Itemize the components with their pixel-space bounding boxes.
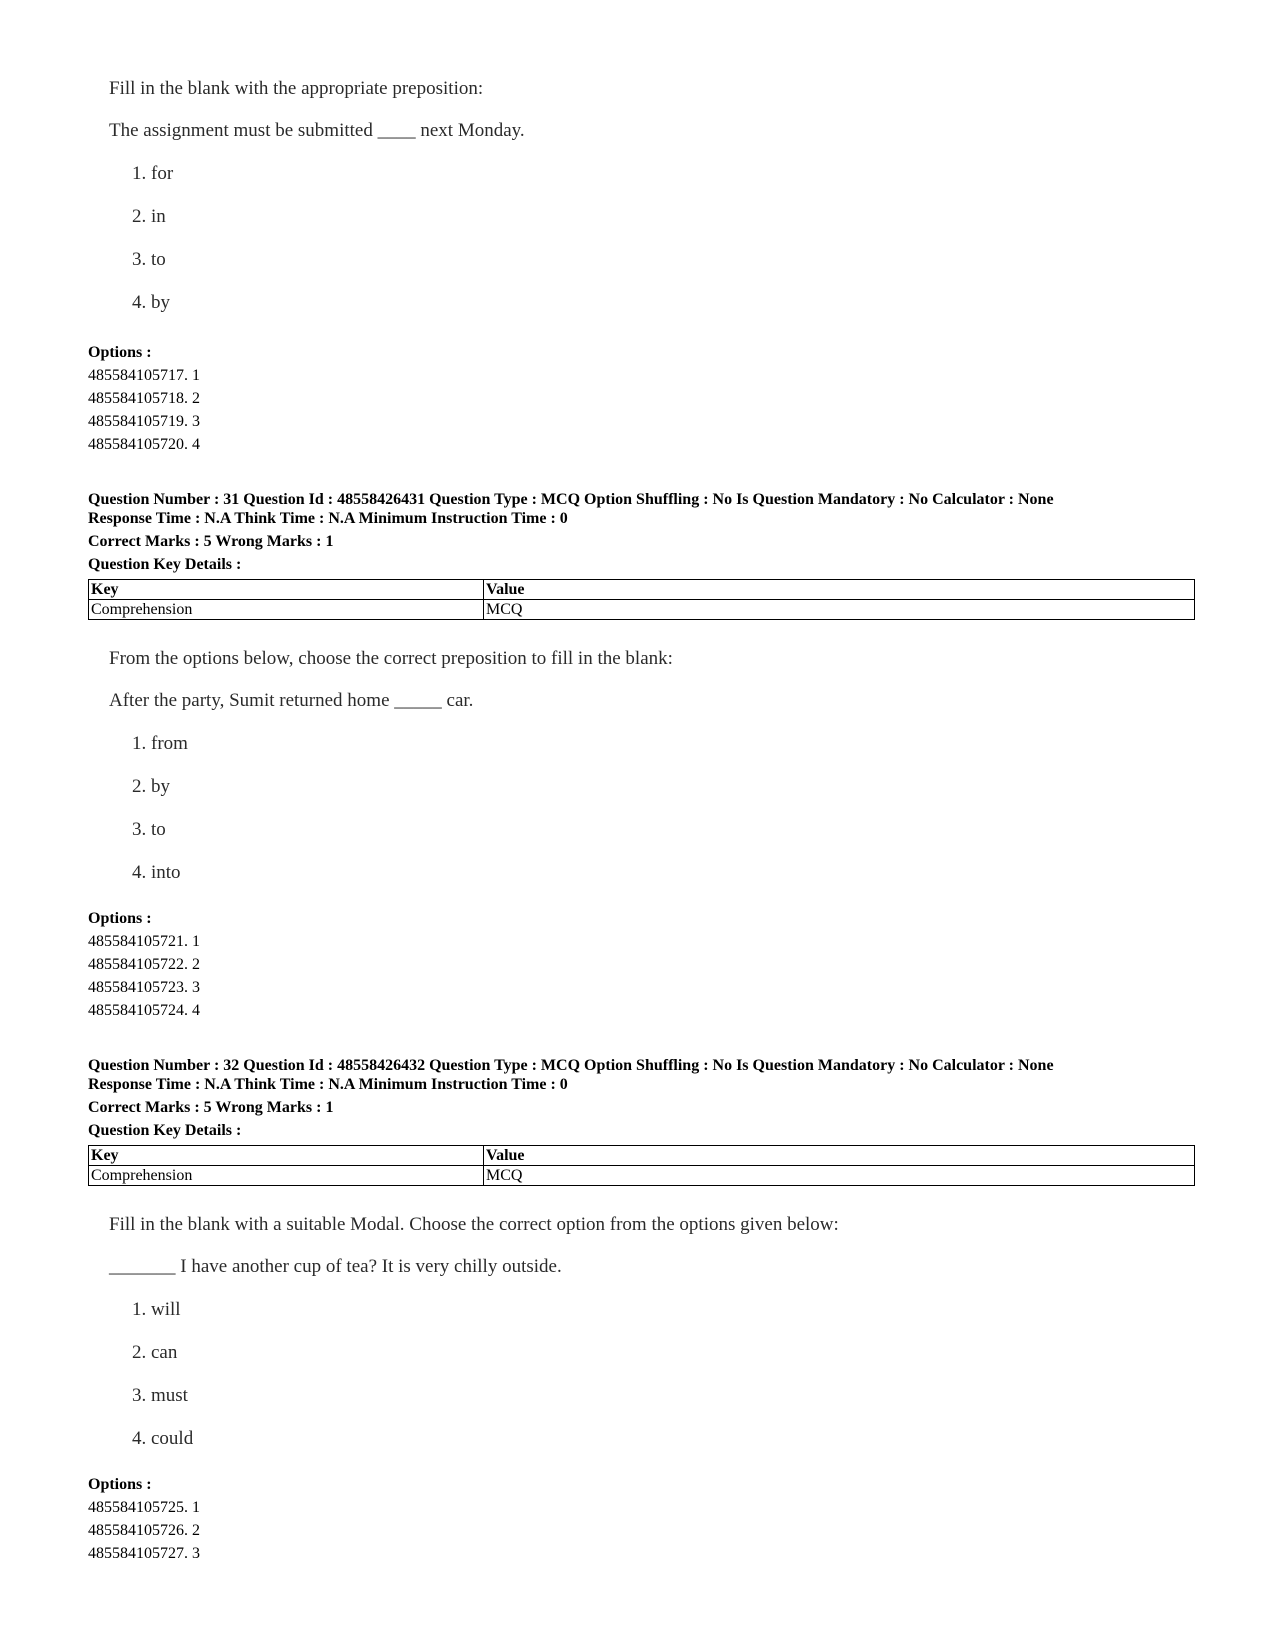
option-id: 485584105719. 3 — [88, 413, 200, 430]
key-details-table — [88, 579, 1195, 620]
question-meta-line2: Response Time : N.A Think Time : N.A Minimum Instruction Time : 0 — [88, 1076, 568, 1093]
option-id: 485584105720. 4 — [88, 436, 200, 453]
choice-item: 3. to — [132, 819, 166, 840]
question-instruction: Fill in the blank with the appropriate preposition: — [109, 78, 484, 99]
key-details-label: Question Key Details : — [88, 556, 242, 573]
choice-item: 3. to — [132, 249, 166, 270]
question-sentence: _______ I have another cup of tea? It is very chilly outside. — [109, 1256, 562, 1277]
table-header-row — [89, 1146, 1195, 1166]
option-id: 485584105725. 1 — [88, 1499, 200, 1516]
question-meta-line1: Question Number : 31 Question Id : 48558426431 Question Type : MCQ Option Shuffling : No Is Question Mandatory : No Calculator : None — [88, 491, 1054, 508]
question-meta-line1: Question Number : 32 Question Id : 48558426432 Question Type : MCQ Option Shuffling : No Is Question Mandatory : No Calculator : None — [88, 1057, 1054, 1074]
choice-item: 1. for — [132, 163, 174, 184]
table-header-key: Key — [89, 1146, 484, 1166]
question-instruction: Fill in the blank with a suitable Modal. Choose the correct option from the options given below: — [109, 1214, 839, 1235]
options-label: Options : — [88, 1476, 152, 1493]
question-sentence: The assignment must be submitted ____ next Monday. — [109, 120, 525, 141]
question-meta-line2: Response Time : N.A Think Time : N.A Minimum Instruction Time : 0 — [88, 510, 568, 527]
choice-item: 2. in — [132, 206, 166, 227]
option-id: 485584105727. 3 — [88, 1545, 200, 1562]
choice-item: 4. by — [132, 292, 170, 313]
options-label: Options : — [88, 344, 152, 361]
question-marks: Correct Marks : 5 Wrong Marks : 1 — [88, 1099, 334, 1116]
option-id: 485584105722. 2 — [88, 956, 200, 973]
option-id: 485584105724. 4 — [88, 1002, 200, 1019]
option-id: 485584105723. 3 — [88, 979, 200, 996]
question-sentence: After the party, Sumit returned home _____ car. — [109, 690, 474, 711]
choice-item: 3. must — [132, 1385, 188, 1406]
table-cell-value: MCQ — [484, 1166, 1195, 1186]
table-row — [89, 1166, 1195, 1186]
choice-item: 1. will — [132, 1299, 181, 1320]
key-details-table — [88, 1145, 1195, 1186]
table-cell-key: Comprehension — [89, 1166, 484, 1186]
choice-item: 2. can — [132, 1342, 178, 1363]
question-instruction: From the options below, choose the correct preposition to fill in the blank: — [109, 648, 673, 669]
choice-item: 2. by — [132, 776, 170, 797]
table-cell-key: Comprehension — [89, 600, 484, 620]
table-row — [89, 600, 1195, 620]
key-details-label: Question Key Details : — [88, 1122, 242, 1139]
table-header-key: Key — [89, 580, 484, 600]
table-header-value: Value — [484, 580, 1195, 600]
option-id: 485584105718. 2 — [88, 390, 200, 407]
choice-item: 1. from — [132, 733, 188, 754]
choice-item: 4. could — [132, 1428, 194, 1449]
choice-item: 4. into — [132, 862, 181, 883]
option-id: 485584105717. 1 — [88, 367, 200, 384]
option-id: 485584105721. 1 — [88, 933, 200, 950]
table-header-row — [89, 580, 1195, 600]
options-label: Options : — [88, 910, 152, 927]
question-marks: Correct Marks : 5 Wrong Marks : 1 — [88, 533, 334, 550]
option-id: 485584105726. 2 — [88, 1522, 200, 1539]
table-cell-value: MCQ — [484, 600, 1195, 620]
table-header-value: Value — [484, 1146, 1195, 1166]
